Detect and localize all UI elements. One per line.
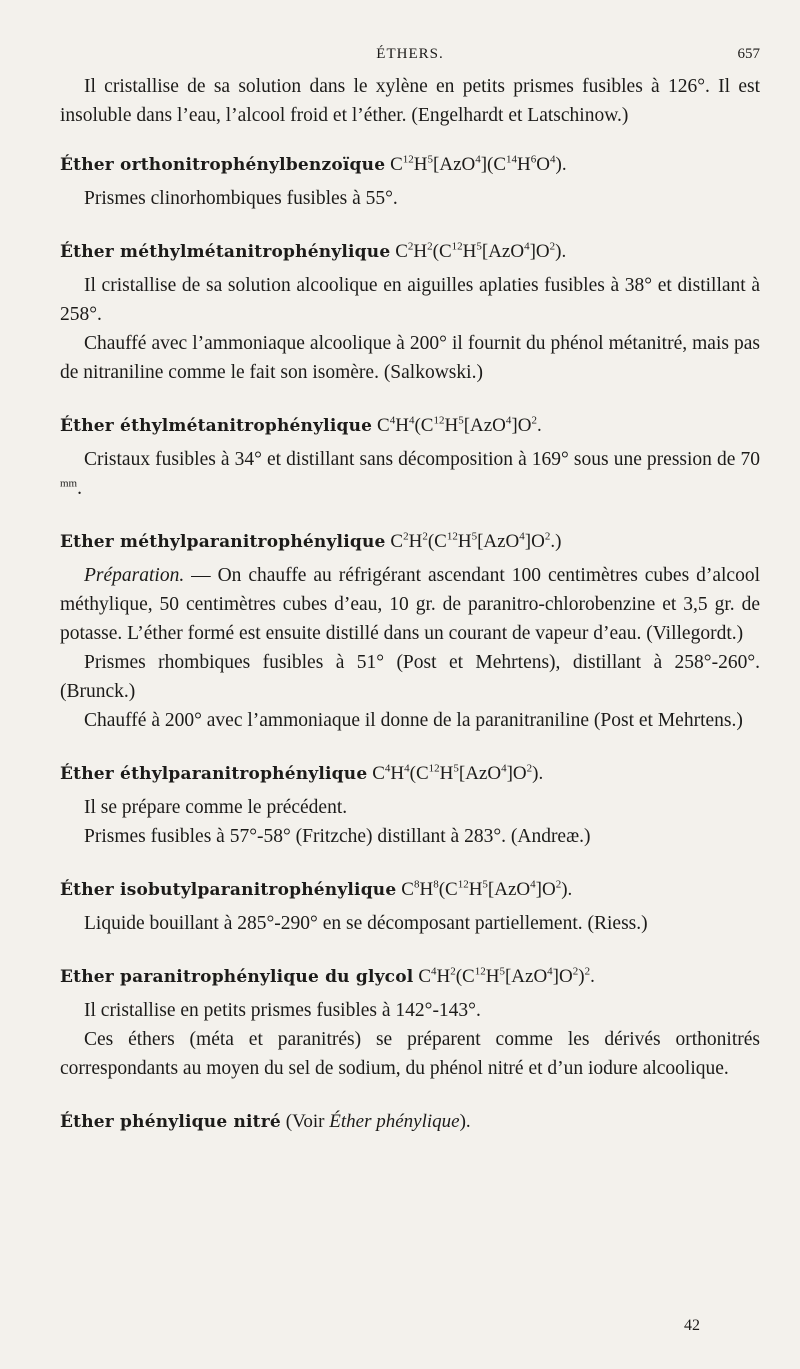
chemical-formula: $C^4H^4(C^{12}H^5[AzO^4]O^2)$. bbox=[372, 762, 544, 784]
chemical-formula: $C^2H^2(C^{12}H^5[AzO^4]O^2)$. bbox=[395, 240, 567, 262]
section-heading bbox=[60, 875, 760, 905]
section-heading bbox=[60, 411, 760, 441]
section-title: Éther phénylique nitré bbox=[60, 1112, 281, 1132]
section-paragraph: Prismes clinorhombiques fusibles à 55°. bbox=[84, 188, 398, 209]
section-title: Éther isobutylparanitrophénylique bbox=[60, 880, 397, 900]
section-heading bbox=[60, 150, 760, 180]
section-paragraph: Liquide bouillant à 285°-290° en se décomposant partiellement. (Riess.) bbox=[84, 913, 648, 934]
chemical-formula: $C^4H^4(C^{12}H^5[AzO^4]O^2$. bbox=[377, 414, 542, 436]
chemical-formula: (Voir Éther phénylique). bbox=[285, 1111, 471, 1132]
section-paragraph: Il cristallise en petits prismes fusibles à 142°-143°. bbox=[84, 1000, 481, 1021]
section-paragraph: Il cristallise de sa solution alcoolique en aiguilles aplaties fusibles à 38° et distillant à 258°. bbox=[60, 275, 760, 325]
section-title: Éther orthonitrophénylbenzoïque bbox=[60, 155, 386, 175]
section-heading bbox=[60, 1107, 760, 1137]
chemical-formula: $C^{12}H^5[AzO^4](C^{14}H^6O^4)$. bbox=[390, 153, 567, 175]
section-title: Ether paranitrophénylique du glycol bbox=[60, 967, 414, 987]
sections-container bbox=[60, 150, 760, 1137]
section-title: Éther méthylmétanitrophénylique bbox=[60, 242, 391, 262]
section-paragraph: Préparation. — On chauffe au réfrigérant ascendant 100 centimètres cubes d’alcool méthylique, 50 centimètres cubes d’eau, 10 gr. de paranitro-chlorobenzine et 3,5 gr. de potasse. L’éther formé est ensuite distillé dans un courant de vapeur d’eau. (Villegordt.) bbox=[60, 565, 760, 644]
body-text bbox=[60, 72, 760, 1141]
section-heading bbox=[60, 237, 760, 267]
section-title: Ether méthylparanitrophénylique bbox=[60, 532, 386, 552]
section-paragraph: Chauffé avec l’ammoniaque alcoolique à 200° il fournit du phénol métanitré, mais pas de nitraniline comme le fait son isomère. (Salkowski.) bbox=[60, 333, 760, 383]
section-paragraph: Ces éthers (méta et paranitrés) se préparent comme les dérivés orthonitrés correspondants au moyen du sel de sodium, du phénol nitré et d’un iodure alcoolique. bbox=[60, 1029, 760, 1079]
chemical-formula: $C^2H^2(C^{12}H^5[AzO^4]O^2.)$ bbox=[390, 530, 562, 552]
section-heading bbox=[60, 527, 760, 557]
section-paragraph: Chauffé à 200° avec l’ammoniaque il donne de la paranitraniline (Post et Mehrtens.) bbox=[84, 710, 743, 731]
section-heading bbox=[60, 962, 760, 992]
chemical-formula: $C^8H^8(C^{12}H^5[AzO^4]O^2)$. bbox=[401, 878, 573, 900]
intro-paragraph: Il cristallise de sa solution dans le xylène en petits prismes fusibles à 126°. Il est insoluble dans l’eau, l’alcool froid et l’éther. (Engelhardt et Latschinow.) bbox=[60, 76, 760, 126]
section-title: Éther éthylparanitrophénylique bbox=[60, 764, 368, 784]
section-paragraph: Cristaux fusibles à 34° et distillant sans décomposition à 169° sous une pression de 70 $^{mm}$. bbox=[60, 449, 760, 499]
running-head bbox=[60, 46, 760, 70]
running-title: ÉTHERS. bbox=[376, 46, 444, 62]
section-paragraph: Prismes fusibles à 57°-58° (Fritzche) distillant à 283°. (Andreæ.) bbox=[84, 826, 591, 847]
page-number: 657 bbox=[737, 46, 760, 62]
section-paragraph: Il se prépare comme le précédent. bbox=[84, 797, 348, 818]
chemical-formula: $C^4H^2(C^{12}H^5[AzO^4]O^2)^2$. bbox=[418, 965, 595, 987]
signature-mark: 42 bbox=[684, 1317, 700, 1334]
section-paragraph: Prismes rhombiques fusibles à 51° (Post et Mehrtens), distillant à 258°-260°. (Brunck.) bbox=[60, 652, 760, 702]
section-title: Éther éthylmétanitrophénylique bbox=[60, 416, 373, 436]
section-heading bbox=[60, 759, 760, 789]
